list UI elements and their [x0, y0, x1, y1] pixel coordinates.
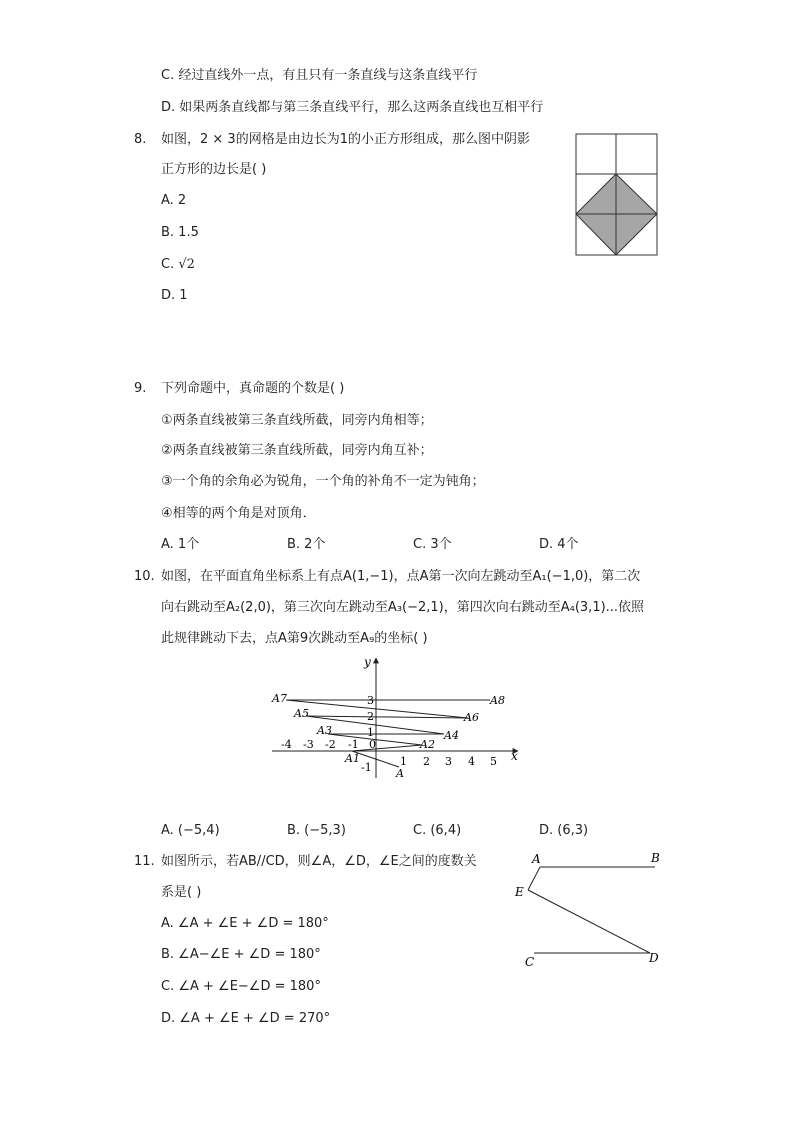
- q11-stem-line1: 如图所示，若AB//CD，则∠A，∠D，∠E之间的度数关: [161, 854, 477, 869]
- q9-option-b: B. 2个: [287, 537, 326, 552]
- q8-option-a: A. 2: [161, 193, 187, 208]
- point-a8-label: A8: [490, 694, 505, 707]
- q11-stem-line2: 系是( ): [161, 885, 202, 900]
- point-b-label: B: [651, 851, 660, 865]
- x-tick-neg4: -4: [281, 738, 292, 751]
- point-c-label: C: [525, 955, 535, 969]
- q8-grid-figure: [575, 133, 659, 257]
- point-a5-label: A5: [294, 707, 309, 720]
- point-a1-label: A1: [345, 752, 360, 765]
- q11-option-d: D. ∠A + ∠E + ∠D = 270°: [161, 1011, 331, 1026]
- q9-number: 9.: [134, 381, 147, 396]
- x-tick-5: 5: [490, 755, 497, 768]
- q8-stem-line2: 正方形的边长是( ): [161, 162, 267, 177]
- q7-option-c: C. 经过直线外一点，有且只有一条直线与这条直线平行: [161, 68, 478, 83]
- x-tick-2: 2: [423, 755, 430, 768]
- x-tick-4: 4: [468, 755, 475, 768]
- q8-number: 8.: [134, 132, 147, 147]
- x-tick-3: 3: [445, 755, 452, 768]
- q11-option-c: C. ∠A + ∠E−∠D = 180°: [161, 979, 321, 994]
- q9-option-a: A. 1个: [161, 537, 200, 552]
- q9-statement-3: ③一个角的余角必为锐角，一个角的补角不一定为钝角；: [161, 474, 485, 489]
- y-tick-2: 2: [367, 710, 374, 723]
- q10-option-c: C. (6,4): [413, 823, 462, 838]
- x-tick-neg2: -2: [325, 738, 336, 751]
- q10-number: 10.: [134, 569, 155, 584]
- q10-stem-line3: 此规律跳动下去，点A第9次跳动至A₉的坐标( ): [161, 631, 428, 646]
- segment-a1-a2: [352, 745, 422, 751]
- q11-parallel-lines-figure: [510, 848, 668, 970]
- segment-a5-a6: [306, 716, 468, 718]
- q9-option-c: C. 3个: [413, 537, 452, 552]
- point-a7-label: A7: [272, 692, 287, 705]
- point-a4-label: A4: [444, 729, 459, 742]
- x-tick-1: 1: [400, 755, 407, 768]
- q10-stem-line1: 如图，在平面直角坐标系上有点A(1,−1)，点A第一次向左跳动至A₁(−1,0)，第二次: [161, 569, 641, 584]
- q9-statement-4: ④相等的两个角是对顶角．: [161, 506, 316, 521]
- y-tick-3: 3: [367, 694, 374, 707]
- point-d-label: D: [649, 951, 659, 965]
- q11-option-a: A. ∠A + ∠E + ∠D = 180°: [161, 916, 329, 931]
- point-a3-label: A3: [317, 724, 332, 737]
- q8-option-d: D. 1: [161, 288, 188, 303]
- y-axis-label: y: [364, 655, 371, 669]
- y-tick-neg1: -1: [361, 761, 372, 774]
- point-e-label: E: [515, 885, 524, 899]
- x-tick-neg1: -1: [348, 738, 359, 751]
- q11-option-b: B. ∠A−∠E + ∠D = 180°: [161, 947, 321, 962]
- line-ae: [528, 867, 540, 890]
- point-a-label: A: [396, 767, 404, 780]
- x-axis-label: x: [511, 749, 518, 763]
- q10-coordinate-figure: [268, 650, 530, 785]
- origin-label: 0: [369, 738, 376, 751]
- q10-option-a: A. (−5,4): [161, 823, 220, 838]
- q8-option-c-value: √2: [178, 257, 195, 272]
- q9-statement-2: ②两条直线被第三条直线所截，同旁内角互补；: [161, 443, 433, 458]
- line-ed: [528, 890, 650, 953]
- x-tick-neg3: -3: [303, 738, 314, 751]
- point-a-label: A: [532, 852, 541, 866]
- q10-stem-line2: 向右跳动至A₂(2,0)，第三次向左跳动至A₃(−2,1)，第四次向右跳动至A₄(3,1)...依照: [161, 600, 645, 615]
- q8-stem-line1: 如图，2 × 3的网格是由边长为1的小正方形组成，那么图中阴影: [161, 132, 530, 147]
- q9-statement-1: ①两条直线被第三条直线所截，同旁内角相等；: [161, 413, 433, 428]
- segment-a6-a7: [286, 700, 468, 718]
- q10-option-d: D. (6,3): [539, 823, 589, 838]
- q10-option-b: B. (−5,3): [287, 823, 346, 838]
- q9-stem: 下列命题中，真命题的个数是( ): [161, 381, 345, 396]
- point-a6-label: A6: [464, 711, 479, 724]
- q8-option-b: B. 1.5: [161, 225, 199, 240]
- q11-number: 11.: [134, 854, 155, 869]
- q8-option-c: [161, 256, 195, 274]
- q9-option-d: D. 4个: [539, 537, 579, 552]
- q7-option-d: D. 如果两条直线都与第三条直线平行，那么这两条直线也互相平行: [161, 100, 544, 115]
- point-a2-label: A2: [420, 738, 435, 751]
- q8-option-c-prefix: C.: [161, 257, 179, 272]
- y-tick-1: 1: [367, 726, 374, 739]
